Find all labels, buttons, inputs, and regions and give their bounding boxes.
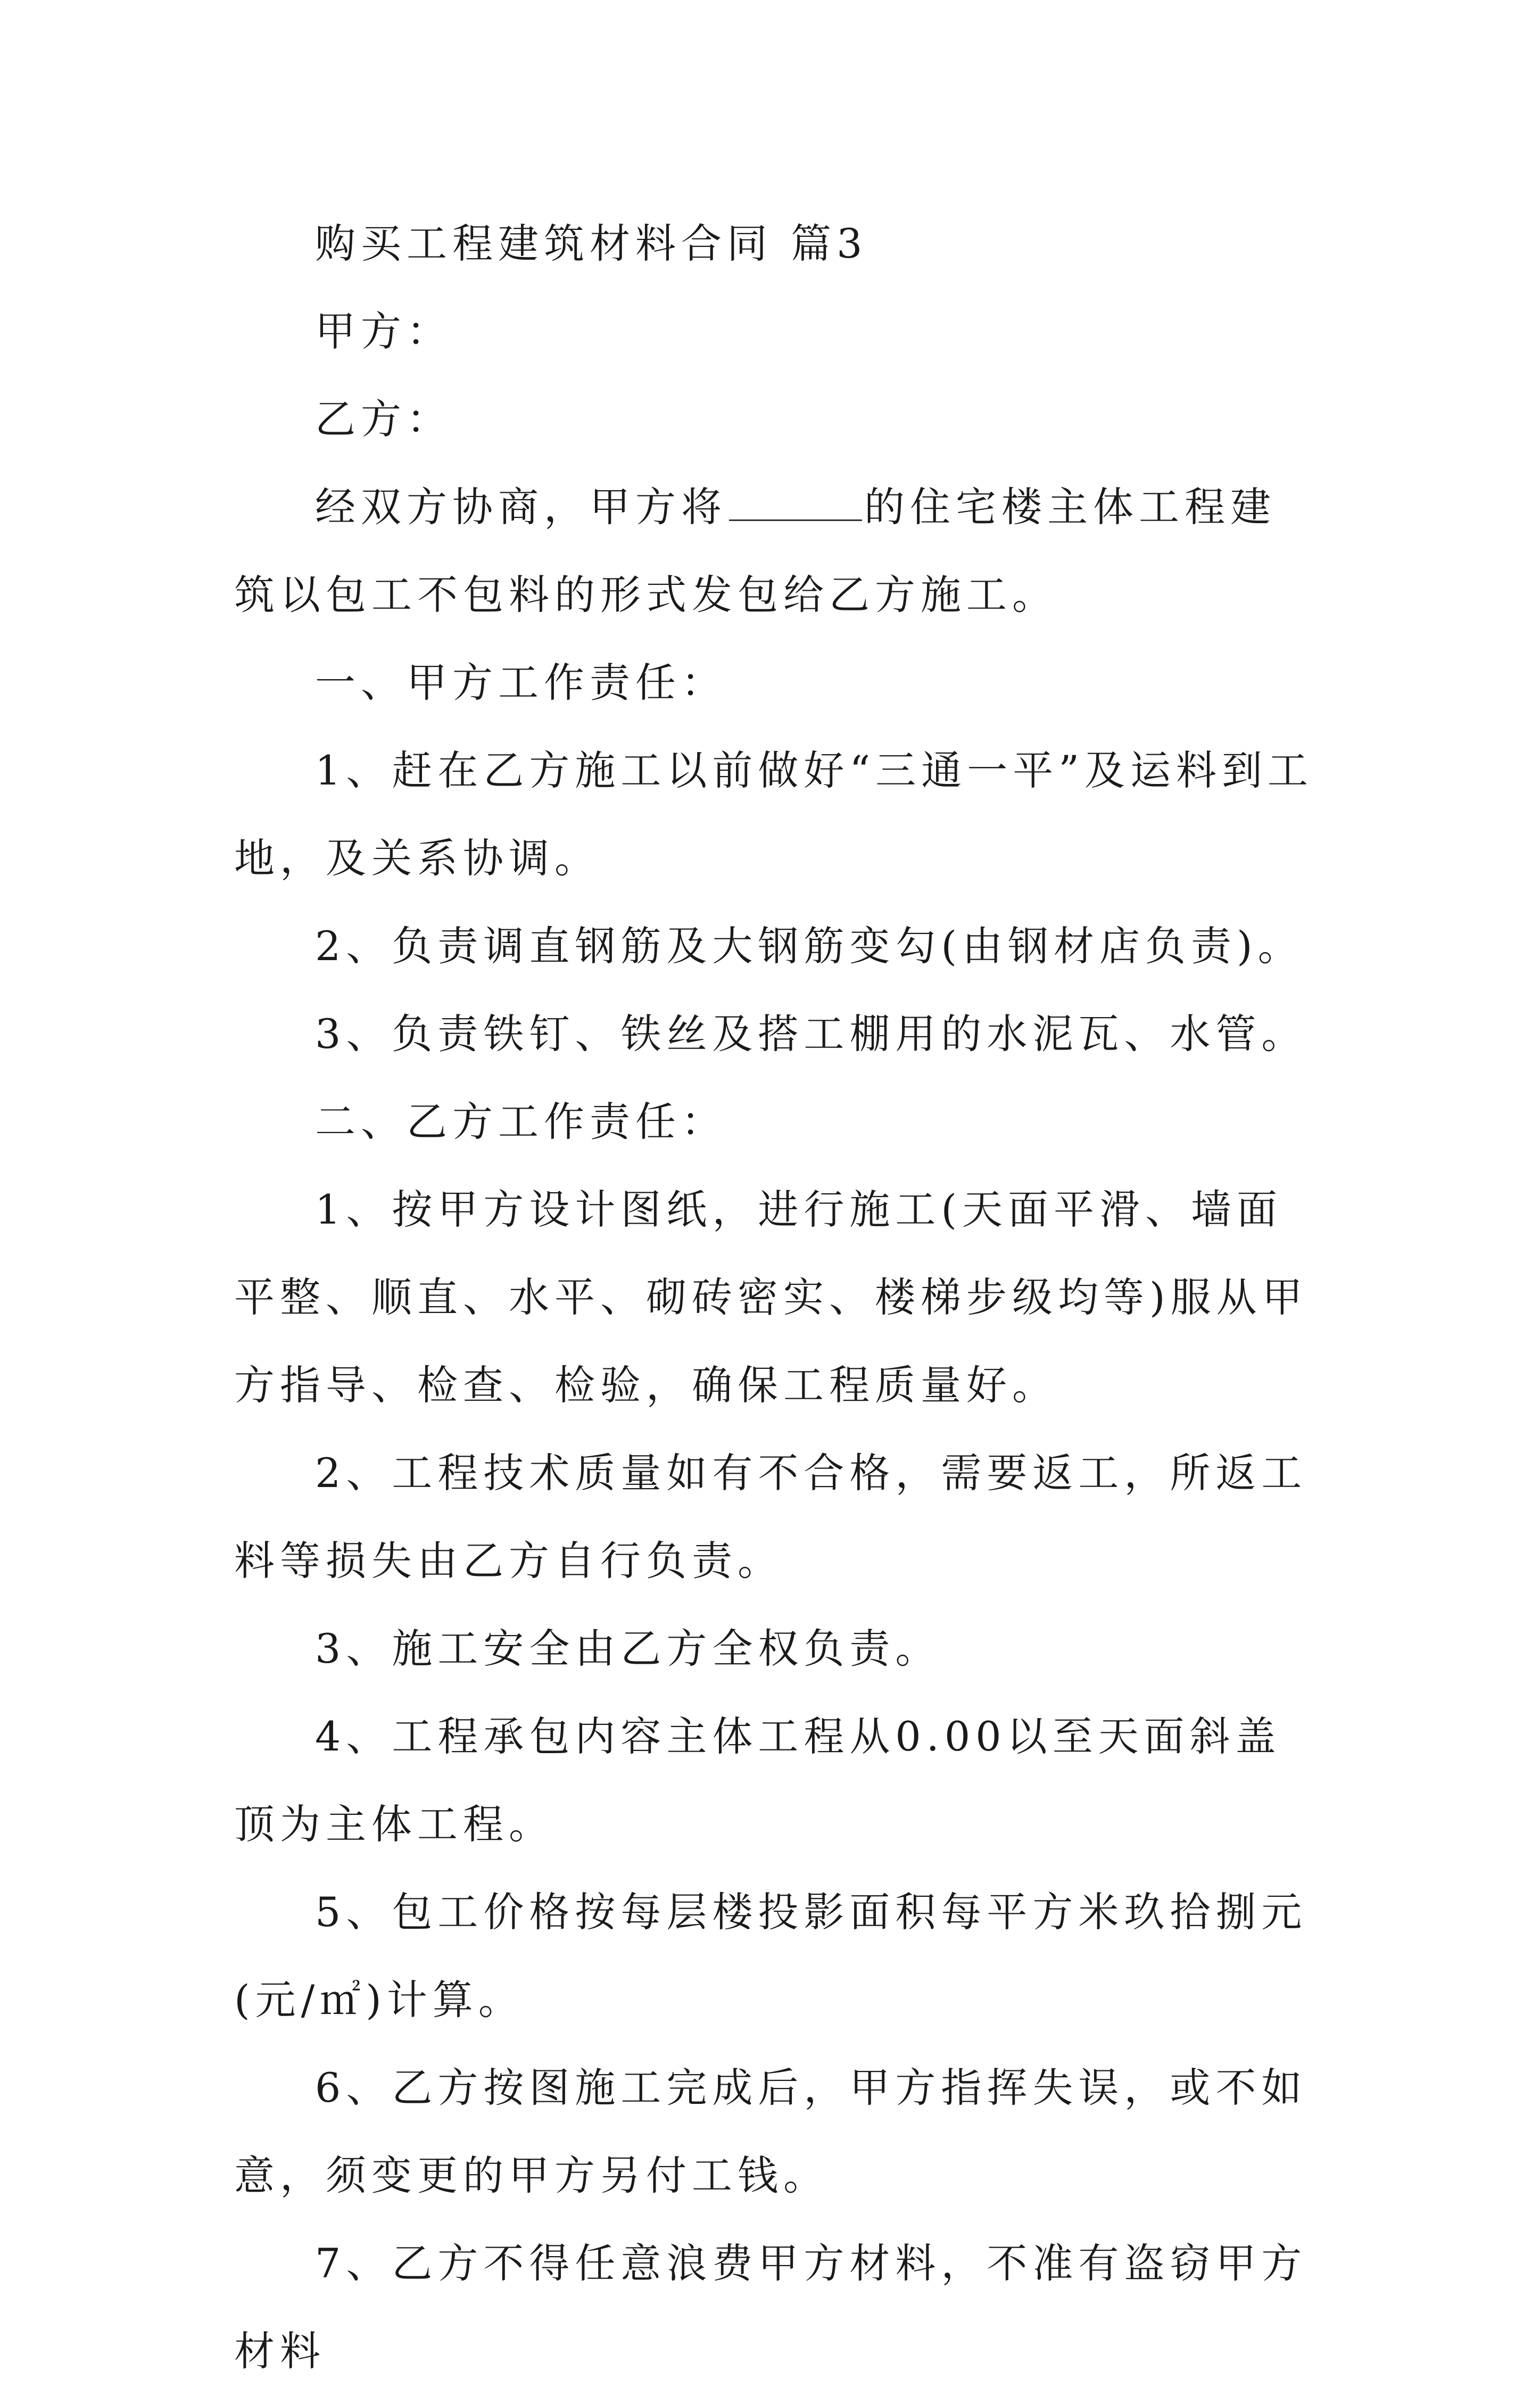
section-1-item: 1、赶在乙方施工以前做好“三通一平”及运料到工地，及关系协调。 bbox=[234, 747, 1314, 882]
party-a-label: 甲方： bbox=[315, 308, 452, 355]
section-2-item: 4、工程承包内容主体工程从0.00以至天面斜盖顶为主体工程。 bbox=[234, 1713, 1281, 1848]
party-b-label: 乙方： bbox=[315, 395, 452, 443]
intro-paragraph bbox=[234, 463, 1314, 639]
section-2-item: 5、包工价格按每层楼投影面积每平方米玖拾捌元(元/㎡)计算。 bbox=[234, 1888, 1307, 2024]
section-2-heading: 二、乙方工作责任： bbox=[315, 1098, 727, 1145]
section-1-heading: 一、甲方工作责任： bbox=[315, 659, 727, 706]
section-2-item: 3、施工安全由乙方全权负责。 bbox=[315, 1625, 941, 1672]
section-2-item: 6、乙方按图施工完成后，甲方指挥失误，或不如意，须变更的甲方另付工钱。 bbox=[234, 2064, 1307, 2199]
intro-text-after-blank: 的住宅楼主体工程建筑以包工不包料的形式发包给乙方施工。 bbox=[234, 483, 1276, 618]
document-title: 购买工程建筑材料合同 篇3 bbox=[315, 220, 868, 267]
section-1-item: 2、负责调直钢筋及大钢筋变勾(由钢材店负责)。 bbox=[315, 922, 1304, 970]
intro-text-before-blank: 经双方协商，甲方将 bbox=[315, 483, 727, 531]
section-2-item: 7、乙方不得任意浪费甲方材料，不准有盗窃甲方材料 bbox=[234, 2240, 1307, 2375]
document-body bbox=[234, 200, 1314, 2395]
section-2-item: 1、按甲方设计图纸，进行施工(天面平滑、墙面平整、顺直、水平、砌砖密实、楼梯步级均等)服从甲方指导、检查、检验，确保工程质量好。 bbox=[234, 1186, 1308, 1409]
section-2-item: 2、工程技术质量如有不合格，需要返工，所返工料等损失由乙方自行负责。 bbox=[234, 1449, 1307, 1584]
section-1-item: 3、负责铁钉、铁丝及搭工棚用的水泥瓦、水管。 bbox=[315, 1010, 1307, 1058]
fill-in-blank-underline bbox=[729, 488, 862, 521]
